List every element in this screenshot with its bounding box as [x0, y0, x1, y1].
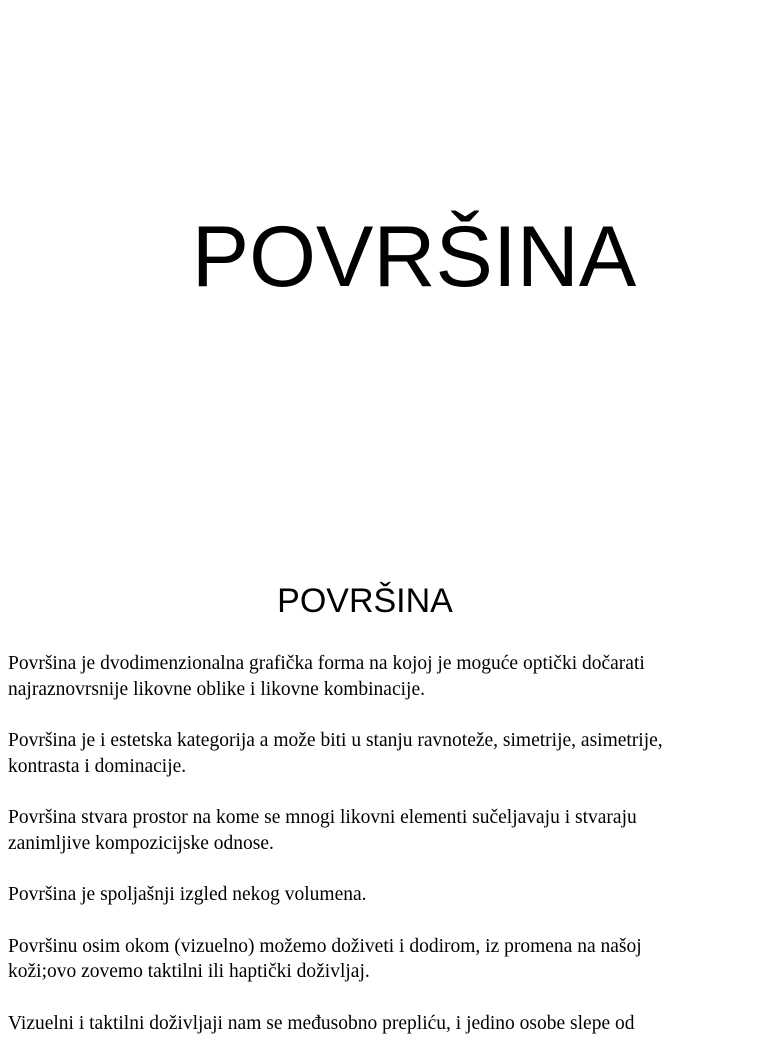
paragraph-definition: Površina je dvodimenzionalna grafička forma na kojoj je moguće optički dočarati najraznovrsnije likovne oblike i likovne kombinacije. [8, 653, 645, 700]
paragraph-space: Površina stvara prostor na kome se mnogi likovni elementi sučeljavaju i stvaraju zanimljive kompozicijske odnose. [8, 807, 637, 854]
paragraph-tactile: Površinu osim okom (vizuelno) možemo doživeti i dodirom, iz promena na našoj koži;ovo zovemo taktilni ili haptički doživljaj. [8, 935, 642, 982]
paragraph-visual-tactile: Vizuelni i taktilni doživljaji nam se međusobno prepliću, i jedino osobe slepe od [8, 1012, 635, 1034]
paragraph-list [8, 651, 760, 1062]
paragraph-aesthetic: Površina je i estetska kategorija a može biti u stanju ravnoteže, simetrije, asimetrije, kontrasta i dominacije. [8, 730, 663, 777]
paragraph-volume: Površina je spoljašnji izgled nekog volumena. [8, 884, 367, 905]
content-slide-title: POVRŠINA [277, 582, 453, 620]
content-slide [0, 575, 768, 1034]
slide-title: POVRŠINA [191, 209, 637, 305]
